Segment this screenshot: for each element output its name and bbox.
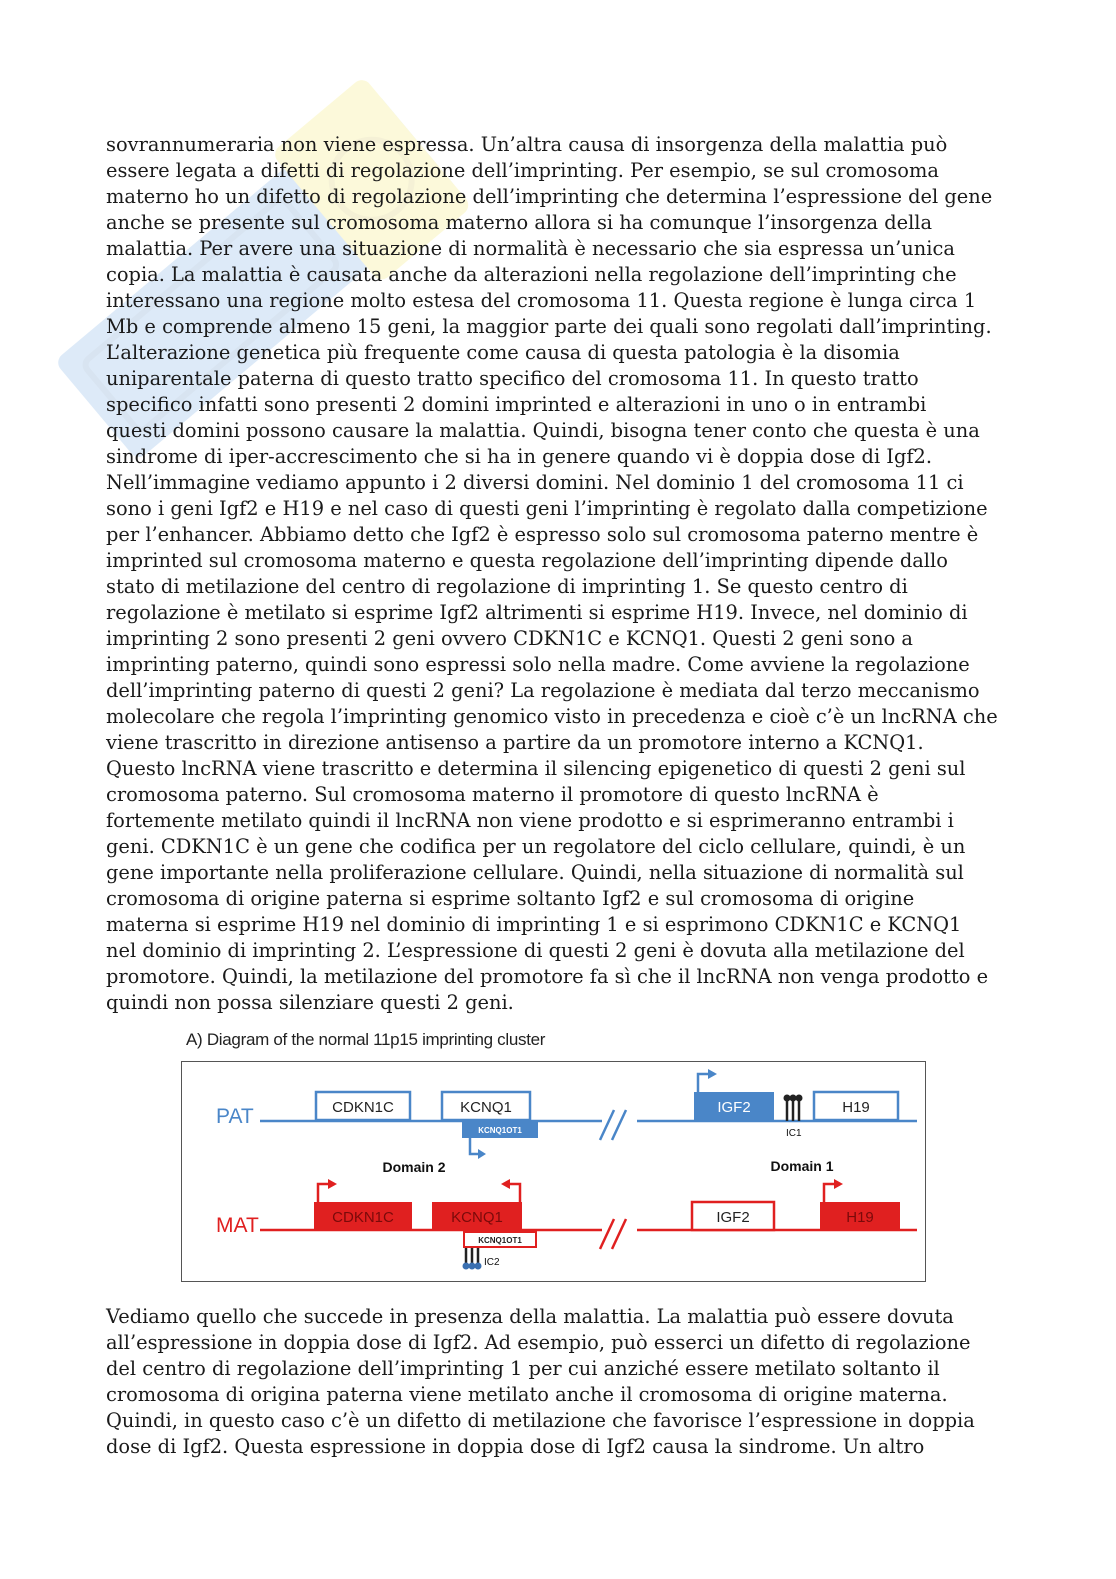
text-line: anche se presente sul cromosoma materno allora si ha comunque l’insorgenza della xyxy=(106,211,933,234)
ic1-label: IC1 xyxy=(786,1128,802,1139)
text-line: uniparentale paterna di questo tratto specifico del cromosoma 11. In questo tratto xyxy=(106,367,919,390)
pat-igf2-arrowhead xyxy=(708,1069,717,1079)
text-line: Vediamo quello che succede in presenza della malattia. La malattia può essere dovuta xyxy=(106,1305,954,1328)
mat-cdkn1c-label: CDKN1C xyxy=(332,1209,394,1226)
text-line: molecolare che regola l’imprinting genomico visto in precedenza e cioè c’è un lncRNA che xyxy=(106,705,998,728)
text-line: dell’imprinting paterno di questi 2 geni? La regolazione è mediata dal terzo meccanismo xyxy=(106,679,980,702)
mat-kcnq1-label: KCNQ1 xyxy=(451,1209,503,1226)
paragraph-top xyxy=(106,132,1006,1016)
pat-kcnq1ot1-arrowhead xyxy=(478,1149,486,1159)
text-line: Quindi, in questo caso c’è un difetto di metilazione che favorisce l’espressione in doppia xyxy=(106,1409,975,1432)
text-line: malattia. Per avere una situazione di normalità è necessario che sia espressa un’unica xyxy=(106,237,955,260)
mat-h19-label: H19 xyxy=(846,1209,874,1226)
figure-caption: A) Diagram of the normal 11p15 imprinting cluster xyxy=(186,1030,546,1049)
text-line: materna si esprime H19 nel dominio di imprinting 1 e si esprimono CDKN1C e KCNQ1 xyxy=(106,913,962,936)
mat-h19-promoter-arrow xyxy=(824,1184,834,1202)
text-line: all’espressione in doppia dose di Igf2. Ad esempio, può esserci un difetto di regolazione xyxy=(106,1331,971,1354)
text-line: nel dominio di imprinting 2. L’espressione di questi 2 geni è dovuta alla metilazione del xyxy=(106,939,965,962)
text-line: copia. La malattia è causata anche da alterazioni nella regolazione dell’imprinting che xyxy=(106,263,957,286)
imprinting-diagram xyxy=(181,1061,926,1282)
text-line: per l’enhancer. Abbiamo detto che Igf2 è espresso solo sul cromosoma paterno mentre è xyxy=(106,523,979,546)
mat-kcnq1ot1-label: KCNQ1OT1 xyxy=(478,1236,522,1245)
text-line: imprinting 2 sono presenti 2 geni ovvero CDKN1C e KCNQ1. Questi 2 geni sono a xyxy=(106,627,913,650)
ic1-methylation-marks xyxy=(784,1095,803,1122)
pat-kcnq1-label: KCNQ1 xyxy=(460,1099,512,1116)
mat-break-mark xyxy=(612,1219,626,1249)
text-line: stato di metilazione del centro di regolazione di imprinting 1. Se questo centro di xyxy=(106,575,908,598)
text-line: Nell’immagine vediamo appunto i 2 diversi domini. Nel dominio 1 del cromosoma 11 ci xyxy=(106,471,964,494)
mat-kcnq1-promoter-arrow xyxy=(510,1184,520,1202)
text-line: promotore. Quindi, la metilazione del promotore fa sì che il lncRNA non venga prodotto e xyxy=(106,965,989,988)
text-line: cromosoma paterno. Sul cromosoma materno il promotore di questo lncRNA è xyxy=(106,783,879,806)
domain-2-label: Domain 2 xyxy=(382,1159,446,1175)
text-line: geni. CDKN1C è un gene che codifica per un regolatore del ciclo cellulare, quindi, è un xyxy=(106,835,966,858)
text-line: cromosoma di origina paterna viene metilato anche il cromosoma di origine materna. xyxy=(106,1383,948,1406)
text-line: sono i geni Igf2 e H19 e nel caso di questi geni l’imprinting è regolato dalla competizione xyxy=(106,497,988,520)
mat-kcnq1-arrowhead xyxy=(501,1179,510,1189)
text-line: interessano una regione molto estesa del cromosoma 11. Questa regione è lunga circa 1 xyxy=(106,289,977,312)
mat-igf2-label: IGF2 xyxy=(716,1209,750,1226)
text-line: regolazione è metilato si esprime Igf2 altrimenti si esprime H19. Invece, nel dominio di xyxy=(106,601,968,624)
mat-break-mark xyxy=(600,1219,614,1249)
text-line: materno ho un difetto di regolazione dell’imprinting che determina l’espressione del gene xyxy=(106,185,993,208)
mat-cdkn1c-arrowhead xyxy=(328,1179,337,1189)
pat-kcnq1ot1-label: KCNQ1OT1 xyxy=(478,1126,522,1135)
pat-break-mark xyxy=(612,1110,626,1140)
mat-label: MAT xyxy=(216,1214,259,1237)
text-line: cromosoma di origine paterna si esprime soltanto Igf2 e sul cromosoma di origine xyxy=(106,887,915,910)
pat-h19-label: H19 xyxy=(842,1099,870,1116)
domain-1-label: Domain 1 xyxy=(770,1158,834,1174)
pat-kcnq1ot1-promoter-arrow xyxy=(470,1138,478,1154)
ic2-methylation-marks xyxy=(463,1248,482,1270)
mat-h19-arrowhead xyxy=(834,1179,843,1189)
text-line: Mb e comprende almeno 15 geni, la maggior parte dei quali sono regolati dall’imprinting. xyxy=(106,315,992,338)
paragraph-bottom xyxy=(106,1304,1006,1460)
pat-igf2-label: IGF2 xyxy=(717,1099,751,1116)
text-line: questi domini possono causare la malattia. Quindi, bisogna tener conto che questa è una xyxy=(106,419,980,442)
pat-cdkn1c-label: CDKN1C xyxy=(332,1099,394,1116)
text-line: L’alterazione genetica più frequente come causa di questa patologia è la disomia xyxy=(106,341,900,364)
text-line: viene trascritto in direzione antisenso a partire da un promotore interno a KCNQ1. xyxy=(106,731,924,754)
pat-break-mark xyxy=(600,1110,614,1140)
text-line: gene importante nella proliferazione cellulare. Quindi, nella situazione di normalità sul xyxy=(106,861,964,884)
text-line: imprinting paterno, quindi sono espressi solo nella madre. Come avviene la regolazione xyxy=(106,653,970,676)
pat-label: PAT xyxy=(216,1105,254,1128)
imprinting-diagram-svg xyxy=(182,1062,924,1280)
mat-cdkn1c-promoter-arrow xyxy=(318,1184,328,1202)
text-line: essere legata a difetti di regolazione dell’imprinting. Per esempio, se sul cromosoma xyxy=(106,159,939,182)
text-line: del centro di regolazione dell’imprinting 1 per cui anziché essere metilato soltanto il xyxy=(106,1357,940,1380)
text-line: Questo lncRNA viene trascritto e determina il silencing epigenetico di questi 2 geni sul xyxy=(106,757,966,780)
text-line: dose di Igf2. Questa espressione in doppia dose di Igf2 causa la sindrome. Un altro xyxy=(106,1435,925,1458)
pat-igf2-promoter-arrow xyxy=(698,1074,708,1092)
text-line: specifico infatti sono presenti 2 domini imprinted e alterazioni in uno o in entrambi xyxy=(106,393,927,416)
text-line: sovrannumeraria non viene espressa. Un’altra causa di insorgenza della malattia può xyxy=(106,133,948,156)
text-line: imprinted sul cromosoma materno e questa regolazione dell’imprinting dipende dallo xyxy=(106,549,948,572)
text-line: sindrome di iper-accrescimento che si ha in genere quando vi è doppia dose di Igf2. xyxy=(106,445,933,468)
ic2-label: IC2 xyxy=(484,1257,500,1268)
text-line: fortemente metilato quindi il lncRNA non viene prodotto e si esprimeranno entrambi i xyxy=(106,809,954,832)
text-line: quindi non possa silenziare questi 2 geni. xyxy=(106,991,514,1014)
